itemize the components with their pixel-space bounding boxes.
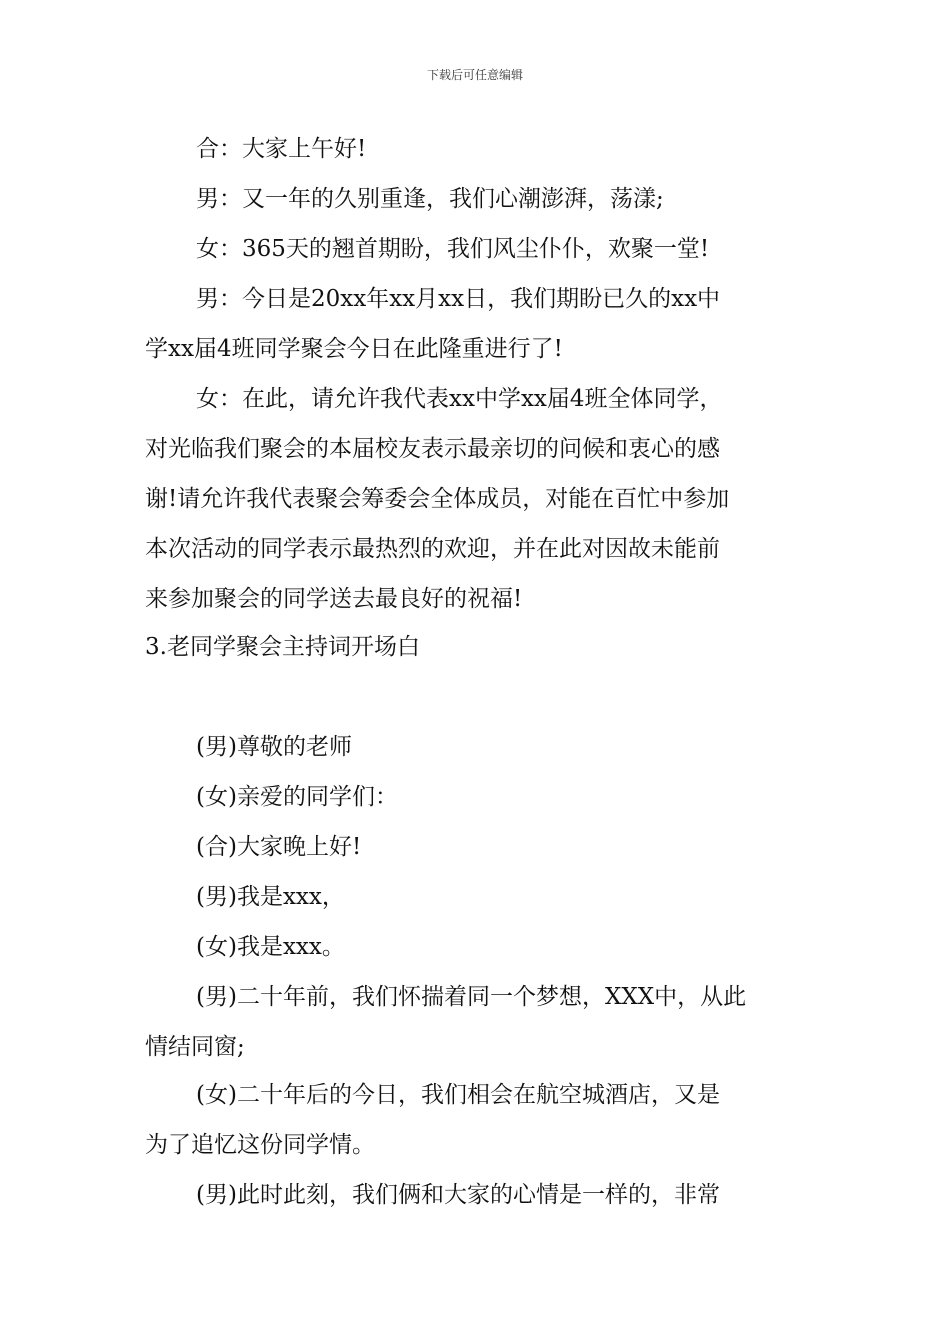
text-line: 男：今日是20xx年xx月xx日，我们期盼已久的xx中 [196, 286, 721, 312]
text-line: 为了追忆这份同学情。 [145, 1132, 375, 1158]
text-line: (男)我是xxx， [196, 884, 345, 910]
text-line: 对光临我们聚会的本届校友表示最亲切的问候和衷心的感 [145, 436, 720, 462]
section-heading: 3.老同学聚会主持词开场白 [145, 634, 420, 660]
text-line: (女)我是xxx。 [196, 934, 345, 960]
page-header: 下载后可任意编辑 [426, 68, 523, 82]
text-line: 女：在此，请允许我代表xx中学xx届4班全体同学， [196, 386, 723, 412]
text-line: (女)二十年后的今日，我们相会在航空城酒店，又是 [196, 1082, 720, 1108]
text-line: 合：大家上午好! [196, 136, 367, 162]
text-line: (女)亲爱的同学们： [196, 784, 398, 810]
text-line: (男)此时此刻，我们俩和大家的心情是一样的，非常 [196, 1182, 720, 1208]
text-line: 女：365天的翘首期盼，我们风尘仆仆，欢聚一堂! [196, 236, 710, 262]
text-line: 来参加聚会的同学送去最良好的祝福! [145, 586, 523, 612]
text-line: (男)二十年前，我们怀揣着同一个梦想，XXX中，从此 [196, 984, 747, 1010]
text-line: 情结同窗; [145, 1034, 245, 1060]
text-line: (合)大家晚上好! [196, 834, 362, 860]
text-line: 谢!请允许我代表聚会筹委会全体成员，对能在百忙中参加 [145, 486, 730, 512]
text-line: 本次活动的同学表示最热烈的欢迎，并在此对因故未能前 [145, 536, 720, 562]
text-line: 学xx届4班同学聚会今日在此隆重进行了! [145, 336, 563, 362]
text-line: (男)尊敬的老师 [196, 734, 352, 760]
text-line: 男：又一年的久别重逢，我们心潮澎湃，荡漾; [196, 186, 664, 212]
